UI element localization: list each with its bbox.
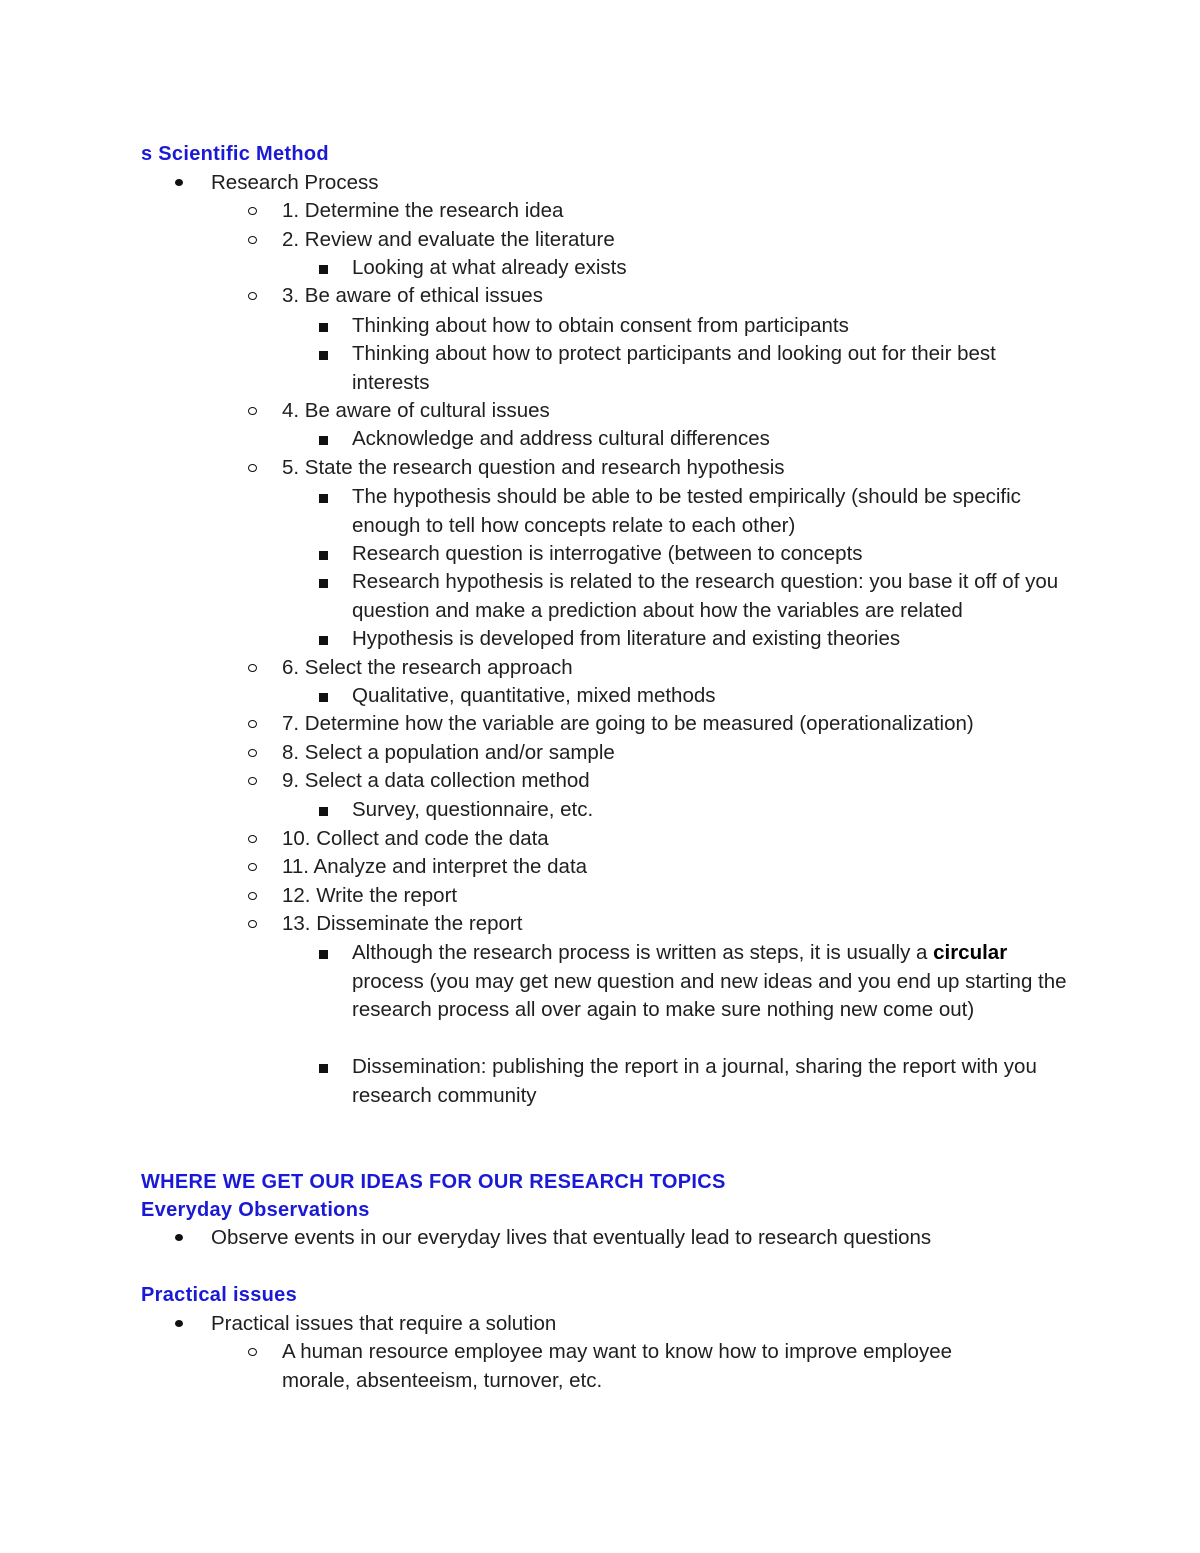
list-item-text: 7. Determine how the variable are going to be measured (operationalization) [282, 712, 974, 735]
list-item-text: 10. Collect and code the data [282, 827, 549, 850]
disc-bullet-icon [175, 1234, 183, 1241]
list-item-detail [352, 625, 1072, 654]
list-item-hr-example [282, 1338, 1022, 1395]
list-item-detail [352, 340, 1072, 397]
list-item-text: 8. Select a population and/or sample [282, 741, 615, 764]
section-title-scientific-method: s Scientific Method [141, 143, 329, 165]
list-item-detail [352, 1053, 1072, 1110]
circle-bullet-icon [248, 207, 257, 215]
circle-bullet-icon [248, 292, 257, 300]
list-item-text: Hypothesis is developed from literature and existing theories [352, 627, 901, 650]
list-item-text: 3. Be aware of ethical issues [282, 284, 543, 307]
subheading-practical-issues: Practical issues [141, 1284, 298, 1306]
list-item-step-12 [282, 882, 1112, 911]
list-item-step-3 [282, 282, 1112, 311]
list-item-text: Research hypothesis is related to the research question: you base it off of you question and make a prediction about how the variables are related [352, 570, 1059, 622]
square-bullet-icon [319, 436, 328, 445]
list-item-text: Observe events in our everyday lives that eventually lead to research questions [211, 1226, 932, 1249]
square-bullet-icon [319, 579, 328, 588]
list-item-text: Research Process [211, 171, 379, 194]
list-item-text: Acknowledge and address cultural differences [352, 427, 770, 450]
list-item-text: 1. Determine the research idea [282, 199, 564, 222]
bold-term: circular [933, 941, 1008, 964]
list-item-text: 9. Select a data collection method [282, 769, 590, 792]
list-item-detail [352, 312, 1072, 341]
list-item-detail [352, 568, 1072, 625]
list-item-detail [352, 540, 1072, 569]
square-bullet-icon [319, 323, 328, 332]
list-item-step-8 [282, 739, 1112, 768]
list-item-text: 4. Be aware of cultural issues [282, 399, 550, 422]
list-item-step-11 [282, 853, 1112, 882]
section-title-research-ideas: WHERE WE GET OUR IDEAS FOR OUR RESEARCH TOPICS [141, 1171, 726, 1193]
square-bullet-icon [319, 807, 328, 816]
circle-bullet-icon [248, 920, 257, 928]
list-item-detail [352, 682, 1072, 711]
square-bullet-icon [319, 551, 328, 560]
circle-bullet-icon [248, 464, 257, 472]
list-item-step-9 [282, 767, 1112, 796]
disc-bullet-icon [175, 179, 183, 186]
list-item-observe-events [211, 1224, 1111, 1253]
list-item-detail [352, 483, 1072, 540]
list-item-step-1 [282, 197, 1112, 226]
list-item-text: 6. Select the research approach [282, 656, 573, 679]
list-item-step-10 [282, 825, 1112, 854]
list-item-step-5 [282, 454, 1112, 483]
circle-bullet-icon [248, 835, 257, 843]
list-item-text: Practical issues that require a solution [211, 1312, 557, 1335]
square-bullet-icon [319, 265, 328, 274]
square-bullet-icon [319, 351, 328, 360]
square-bullet-icon [319, 693, 328, 702]
list-item-step-6 [282, 654, 1112, 683]
list-item-step-7 [282, 710, 1112, 739]
list-item-text: Looking at what already exists [352, 256, 627, 279]
list-item-text: Thinking about how to obtain consent from participants [352, 314, 849, 337]
list-item-detail [352, 796, 1072, 825]
subheading-everyday-observations: Everyday Observations [141, 1199, 370, 1221]
square-bullet-icon [319, 1064, 328, 1073]
list-item-text: Thinking about how to protect participants and looking out for their best interests [352, 342, 996, 394]
list-item-text: Although the research process is written as steps, it is usually a [352, 941, 934, 964]
circle-bullet-icon [248, 664, 257, 672]
circle-bullet-icon [248, 1348, 257, 1356]
list-item-text: process (you may get new question and new ideas and you end up starting the research process all over again to make sure nothing new come out) [352, 969, 1067, 1021]
circle-bullet-icon [248, 236, 257, 244]
circle-bullet-icon [248, 407, 257, 415]
list-item-text: The hypothesis should be able to be tested empirically (should be specific enough to tell how concepts relate to each other) [352, 485, 1021, 537]
list-item-text: Survey, questionnaire, etc. [352, 798, 594, 821]
list-item-text: Research question is interrogative (between to concepts [352, 542, 863, 565]
circle-bullet-icon [248, 720, 257, 728]
list-item-text: Dissemination: publishing the report in a journal, sharing the report with you research community [352, 1055, 1037, 1107]
list-item-text: 5. State the research question and research hypothesis [282, 456, 785, 479]
list-item-text: 12. Write the report [282, 884, 458, 907]
circle-bullet-icon [248, 777, 257, 785]
list-item-text: A human resource employee may want to know how to improve employee morale, absenteeism, turnover, etc. [282, 1340, 953, 1392]
list-item-detail [352, 254, 1072, 283]
list-item-step-13 [282, 910, 1112, 939]
list-item-detail-circular [352, 939, 1072, 1025]
square-bullet-icon [319, 950, 328, 959]
circle-bullet-icon [248, 749, 257, 757]
square-bullet-icon [319, 636, 328, 645]
list-item-step-2 [282, 226, 1112, 255]
list-item-research-process [211, 169, 1111, 198]
circle-bullet-icon [248, 892, 257, 900]
list-item-detail [352, 425, 1072, 454]
list-item-practical-issues [211, 1310, 1111, 1339]
list-item-step-4 [282, 397, 1112, 426]
list-item-text: 11. Analyze and interpret the data [282, 855, 588, 878]
disc-bullet-icon [175, 1320, 183, 1327]
square-bullet-icon [319, 494, 328, 503]
circle-bullet-icon [248, 863, 257, 871]
list-item-text: 13. Disseminate the report [282, 912, 523, 935]
list-item-text: 2. Review and evaluate the literature [282, 228, 615, 251]
list-item-text: Qualitative, quantitative, mixed methods [352, 684, 716, 707]
